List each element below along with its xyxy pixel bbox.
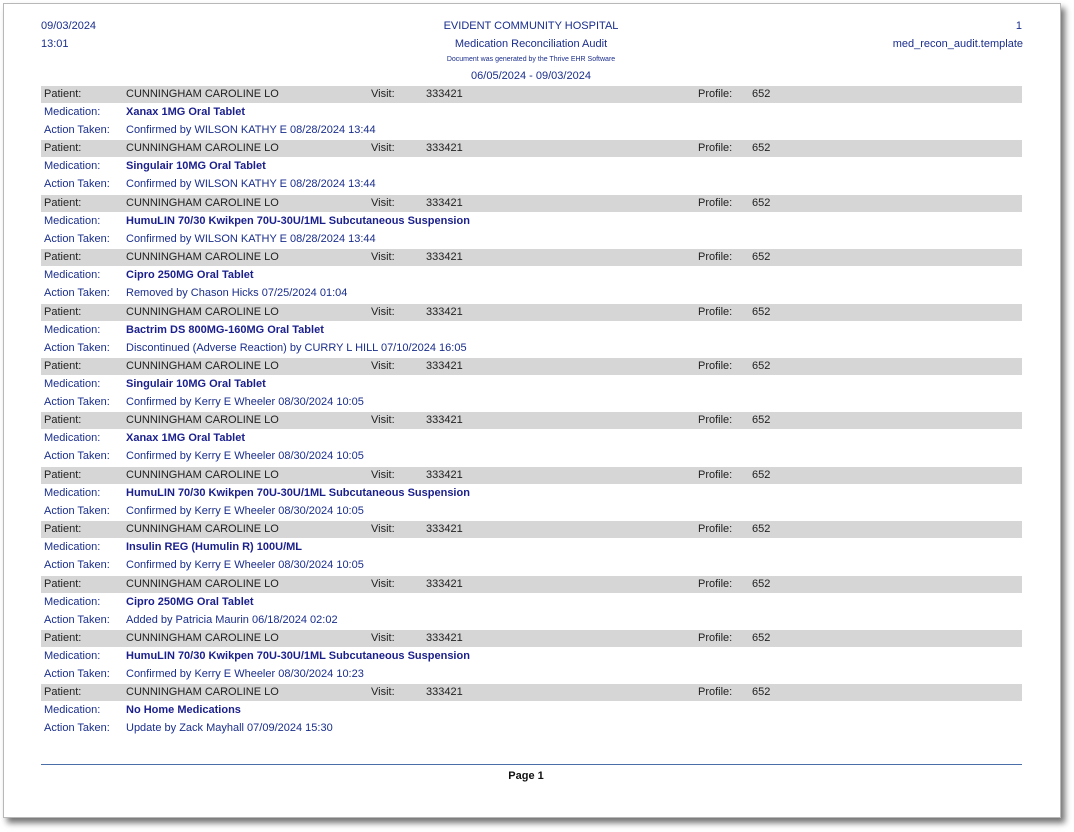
patient-name: CUNNINGHAM CAROLINE LO (126, 414, 279, 426)
medication-label: Medication: (44, 541, 101, 553)
medication-row (41, 322, 1022, 339)
medication-row (41, 648, 1022, 665)
footer-divider (41, 764, 1022, 765)
profile-label: Profile: (698, 578, 733, 590)
visit-label: Visit: (371, 306, 395, 318)
patient-row (41, 630, 1022, 647)
medication-label: Medication: (44, 704, 101, 716)
visit-number: 333421 (426, 251, 463, 263)
patient-label: Patient: (44, 414, 82, 426)
visit-number: 333421 (426, 686, 463, 698)
patient-row (41, 195, 1022, 212)
medication-name: No Home Medications (126, 704, 241, 716)
medication-row (41, 213, 1022, 230)
visit-label: Visit: (371, 88, 395, 100)
action-label: Action Taken: (44, 178, 110, 190)
profile-number: 652 (752, 469, 771, 481)
hospital-name: EVIDENT COMMUNITY HOSPITAL (443, 20, 619, 32)
action-label: Action Taken: (44, 233, 110, 245)
report-time: 13:01 (41, 38, 69, 50)
patient-row (41, 140, 1022, 157)
medication-name: Singulair 10MG Oral Tablet (126, 378, 266, 390)
medication-name: HumuLIN 70/30 Kwikpen 70U-30U/1ML Subcutaneous Suspension (126, 215, 470, 227)
patient-row (41, 304, 1022, 321)
medication-label: Medication: (44, 378, 101, 390)
medication-name: Xanax 1MG Oral Tablet (126, 432, 246, 444)
patient-row (41, 684, 1022, 701)
medication-row (41, 104, 1022, 121)
visit-label: Visit: (371, 414, 395, 426)
medication-name: Xanax 1MG Oral Tablet (126, 106, 246, 118)
page-footer: Page 1 (508, 770, 544, 782)
profile-number: 652 (752, 360, 771, 372)
patient-label: Patient: (44, 197, 82, 209)
patient-row (41, 521, 1022, 538)
medication-label: Medication: (44, 160, 101, 172)
medication-row (41, 539, 1022, 556)
action-text: Confirmed by Kerry E Wheeler 08/30/2024 10:23 (126, 668, 364, 680)
profile-label: Profile: (698, 142, 733, 154)
profile-label: Profile: (698, 360, 733, 372)
patient-name: CUNNINGHAM CAROLINE LO (126, 251, 279, 263)
visit-label: Visit: (371, 469, 395, 481)
patient-row (41, 576, 1022, 593)
medication-label: Medication: (44, 487, 101, 499)
visit-number: 333421 (426, 632, 463, 644)
patient-name: CUNNINGHAM CAROLINE LO (126, 197, 279, 209)
generated-note: Document was generated by the Thrive EHR Software (446, 56, 616, 63)
patient-label: Patient: (44, 578, 82, 590)
action-text: Confirmed by Kerry E Wheeler 08/30/2024 10:05 (126, 396, 364, 408)
action-row (41, 340, 1022, 357)
medication-label: Medication: (44, 324, 101, 336)
report-title: Medication Reconciliation Audit (454, 38, 608, 50)
visit-label: Visit: (371, 360, 395, 372)
visit-number: 333421 (426, 142, 463, 154)
visit-label: Visit: (371, 142, 395, 154)
medication-row (41, 594, 1022, 611)
medication-row (41, 158, 1022, 175)
visit-number: 333421 (426, 88, 463, 100)
visit-label: Visit: (371, 251, 395, 263)
action-row (41, 612, 1022, 629)
profile-number: 652 (752, 197, 771, 209)
medication-name: Singulair 10MG Oral Tablet (126, 160, 266, 172)
medication-row (41, 267, 1022, 284)
action-text: Discontinued (Adverse Reaction) by CURRY L HILL 07/10/2024 16:05 (126, 342, 467, 354)
patient-label: Patient: (44, 360, 82, 372)
patient-label: Patient: (44, 469, 82, 481)
medication-name: Bactrim DS 800MG-160MG Oral Tablet (126, 324, 324, 336)
action-text: Confirmed by WILSON KATHY E 08/28/2024 13:44 (126, 124, 376, 136)
profile-number: 652 (752, 306, 771, 318)
report-page (3, 3, 1061, 818)
action-row (41, 557, 1022, 574)
visit-number: 333421 (426, 360, 463, 372)
patient-name: CUNNINGHAM CAROLINE LO (126, 306, 279, 318)
profile-number: 652 (752, 578, 771, 590)
patient-row (41, 358, 1022, 375)
profile-number: 652 (752, 686, 771, 698)
profile-label: Profile: (698, 523, 733, 535)
visit-number: 333421 (426, 578, 463, 590)
medication-label: Medication: (44, 269, 101, 281)
medication-label: Medication: (44, 650, 101, 662)
profile-label: Profile: (698, 469, 733, 481)
medication-name: HumuLIN 70/30 Kwikpen 70U-30U/1ML Subcutaneous Suspension (126, 487, 470, 499)
medication-name: Insulin REG (Humulin R) 100U/ML (126, 541, 303, 553)
medication-label: Medication: (44, 215, 101, 227)
action-text: Removed by Chason Hicks 07/25/2024 01:04 (126, 287, 348, 299)
visit-number: 333421 (426, 197, 463, 209)
visit-number: 333421 (426, 306, 463, 318)
medication-row (41, 485, 1022, 502)
medication-row (41, 376, 1022, 393)
visit-number: 333421 (426, 469, 463, 481)
profile-number: 652 (752, 251, 771, 263)
visit-label: Visit: (371, 523, 395, 535)
report-date: 09/03/2024 (41, 20, 97, 32)
action-row (41, 666, 1022, 683)
patient-name: CUNNINGHAM CAROLINE LO (126, 686, 279, 698)
visit-label: Visit: (371, 632, 395, 644)
visit-number: 333421 (426, 523, 463, 535)
action-row (41, 122, 1022, 139)
medication-label: Medication: (44, 432, 101, 444)
action-text: Confirmed by WILSON KATHY E 08/28/2024 13:44 (126, 233, 376, 245)
medication-row (41, 702, 1022, 719)
action-label: Action Taken: (44, 614, 110, 626)
medication-name: HumuLIN 70/30 Kwikpen 70U-30U/1ML Subcutaneous Suspension (126, 650, 470, 662)
action-label: Action Taken: (44, 287, 110, 299)
action-text: Added by Patricia Maurin 06/18/2024 02:02 (126, 614, 338, 626)
patient-name: CUNNINGHAM CAROLINE LO (126, 88, 279, 100)
profile-number: 652 (752, 523, 771, 535)
visit-label: Visit: (371, 197, 395, 209)
action-row (41, 448, 1022, 465)
action-text: Update by Zack Mayhall 07/09/2024 15:30 (126, 722, 333, 734)
medication-label: Medication: (44, 106, 101, 118)
patient-label: Patient: (44, 523, 82, 535)
patient-label: Patient: (44, 632, 82, 644)
profile-number: 652 (752, 414, 771, 426)
medication-label: Medication: (44, 596, 101, 608)
patient-name: CUNNINGHAM CAROLINE LO (126, 632, 279, 644)
visit-label: Visit: (371, 578, 395, 590)
medication-name: Cipro 250MG Oral Tablet (126, 269, 254, 281)
patient-name: CUNNINGHAM CAROLINE LO (126, 360, 279, 372)
action-text: Confirmed by WILSON KATHY E 08/28/2024 13:44 (126, 178, 376, 190)
action-label: Action Taken: (44, 396, 110, 408)
page-number-top: 1 (1015, 20, 1022, 32)
action-label: Action Taken: (44, 668, 110, 680)
action-row (41, 285, 1022, 302)
patient-row (41, 467, 1022, 484)
action-label: Action Taken: (44, 505, 110, 517)
action-text: Confirmed by Kerry E Wheeler 08/30/2024 10:05 (126, 559, 364, 571)
profile-label: Profile: (698, 414, 733, 426)
profile-label: Profile: (698, 197, 733, 209)
patient-name: CUNNINGHAM CAROLINE LO (126, 142, 279, 154)
profile-number: 652 (752, 142, 771, 154)
action-row (41, 176, 1022, 193)
patient-name: CUNNINGHAM CAROLINE LO (126, 523, 279, 535)
action-label: Action Taken: (44, 722, 110, 734)
visit-number: 333421 (426, 414, 463, 426)
patient-label: Patient: (44, 251, 82, 263)
template-name: med_recon_audit.template (892, 38, 1023, 50)
profile-number: 652 (752, 632, 771, 644)
action-label: Action Taken: (44, 124, 110, 136)
patient-label: Patient: (44, 142, 82, 154)
medication-row (41, 430, 1022, 447)
profile-number: 652 (752, 88, 771, 100)
action-row (41, 720, 1022, 737)
patient-label: Patient: (44, 306, 82, 318)
patient-row (41, 249, 1022, 266)
date-range: 06/05/2024 - 09/03/2024 (471, 70, 591, 82)
medication-name: Cipro 250MG Oral Tablet (126, 596, 254, 608)
profile-label: Profile: (698, 88, 733, 100)
patient-name: CUNNINGHAM CAROLINE LO (126, 469, 279, 481)
patient-row (41, 412, 1022, 429)
action-row (41, 231, 1022, 248)
profile-label: Profile: (698, 632, 733, 644)
action-text: Confirmed by Kerry E Wheeler 08/30/2024 10:05 (126, 450, 364, 462)
profile-label: Profile: (698, 686, 733, 698)
action-row (41, 503, 1022, 520)
patient-name: CUNNINGHAM CAROLINE LO (126, 578, 279, 590)
profile-label: Profile: (698, 306, 733, 318)
action-text: Confirmed by Kerry E Wheeler 08/30/2024 10:05 (126, 505, 364, 517)
patient-label: Patient: (44, 686, 82, 698)
action-row (41, 394, 1022, 411)
profile-label: Profile: (698, 251, 733, 263)
action-label: Action Taken: (44, 342, 110, 354)
patient-row (41, 86, 1022, 103)
patient-label: Patient: (44, 88, 82, 100)
action-label: Action Taken: (44, 450, 110, 462)
visit-label: Visit: (371, 686, 395, 698)
action-label: Action Taken: (44, 559, 110, 571)
